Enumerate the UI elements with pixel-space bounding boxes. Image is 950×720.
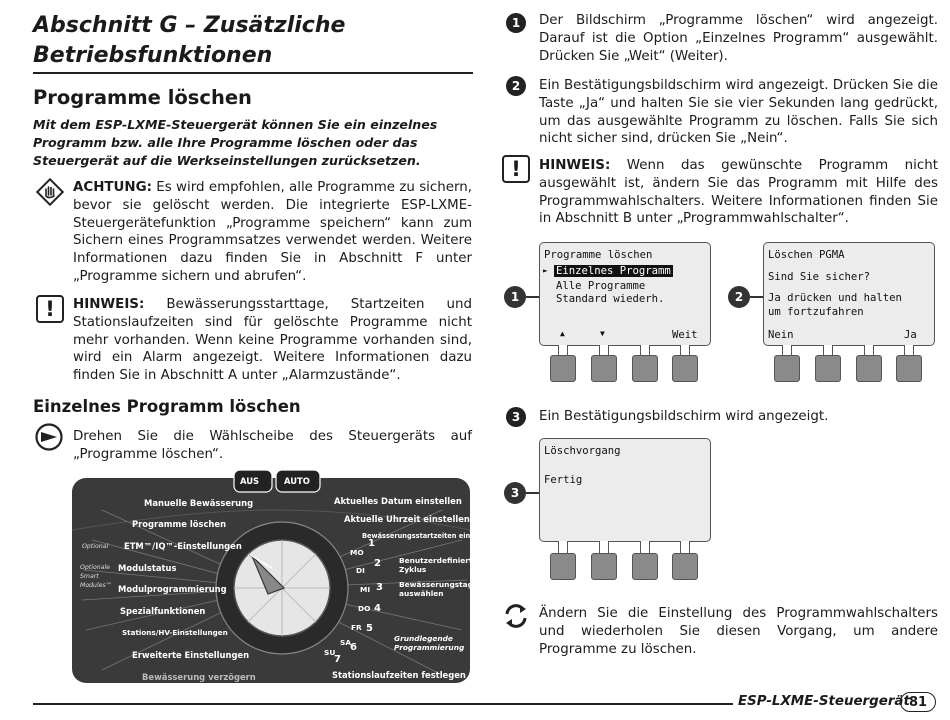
- callout-line: [750, 296, 764, 298]
- controller-dial-illustration: [72, 470, 496, 683]
- page-number: 81: [900, 692, 936, 712]
- lcd-softkey-weit: Weit: [672, 329, 698, 341]
- dial-left-item: Manuelle Bewässerung: [144, 498, 254, 508]
- repeat-text: Ändern Sie die Einstellung des Programmwahlschalters und wiederholen Sie diesen Vorgang, um andere Programme zu löschen.: [539, 606, 938, 657]
- lcd-screen-loeschen-pgma: [763, 242, 935, 346]
- button-stem: [558, 541, 568, 553]
- dial-aus-label: AUS: [240, 476, 260, 486]
- dial-auto-label: AUTO: [284, 476, 310, 486]
- dial-right-item: Aktuelles Datum einstellen: [334, 496, 462, 506]
- dial-day-num: 4: [374, 603, 381, 614]
- lcd-softkey-nein: Nein: [768, 329, 794, 341]
- button-stem: [599, 541, 609, 553]
- dial-right-item: Stationslaufzeiten festlegen: [332, 670, 466, 680]
- softkey-button-4[interactable]: [672, 355, 698, 382]
- play-arrow-icon: [35, 423, 63, 451]
- repeat-cycle-icon: [502, 602, 530, 630]
- caution-text: Es wird empfohlen, alle Programme zu sichern, bevor sie gelöscht werden. Die integrierte ESP-LXME-Steuergerätefunktion „Programme speichern“ kann zum Sichern eines Programmsatzes verwendet werden. Weitere Informationen dazu finden Sie in Abschnitt F unter „Programme sichern und abrufen“.: [73, 180, 472, 284]
- softkey-button-1[interactable]: [550, 553, 576, 580]
- dial-small-label: Modules™: [80, 582, 112, 589]
- dial-right-item: Benutzerdefinierter Zyklus: [399, 556, 482, 574]
- lcd-cursor-arrow: ►: [543, 266, 548, 275]
- dial-day-num: 6: [350, 642, 357, 653]
- dial-day: SA: [340, 638, 352, 647]
- dial-right-item: Grundlegende Programmierung: [394, 634, 465, 652]
- screen-callout-2: 2: [728, 286, 750, 308]
- footer-product: ESP-LXME-Steuergerät: [738, 694, 910, 709]
- dial-day: FR: [351, 623, 362, 632]
- dial-right-item: Bewässerungsstartzeiten einstellen: [362, 532, 496, 540]
- note-block: [73, 296, 472, 385]
- step-3-text: Ein Bestätigungsbildschirm wird angezeigt.: [539, 409, 829, 424]
- button-stem: [640, 541, 650, 553]
- right-note-label: HINWEIS:: [539, 158, 611, 173]
- subsection-heading: Einzelnes Programm löschen: [33, 397, 301, 416]
- dial-small-label: Smart: [80, 573, 99, 580]
- dial-left-item: Stations/HV-Einstellungen: [122, 628, 228, 637]
- note-label: HINWEIS:: [73, 297, 145, 312]
- dial-day-num: 1: [368, 538, 375, 549]
- dial-day: SU: [324, 648, 336, 657]
- softkey-button-2[interactable]: [815, 355, 841, 382]
- softkey-button-2[interactable]: [591, 553, 617, 580]
- caution-block: [73, 179, 472, 286]
- lcd-selected-option: Einzelnes Programm: [556, 265, 671, 277]
- softkey-button-1[interactable]: [550, 355, 576, 382]
- lcd-title: Programme löschen: [544, 249, 653, 261]
- dial-day-num: 3: [376, 582, 383, 593]
- footer-rule: [33, 703, 733, 705]
- title-rule: [33, 72, 473, 74]
- softkey-button-4[interactable]: [896, 355, 922, 382]
- dial-small-label: Optionale: [80, 564, 110, 571]
- softkey-button-4[interactable]: [672, 553, 698, 580]
- step-1-text: Der Bildschirm „Programme löschen“ wird angezeigt. Darauf ist die Option „Einzelnes Programm“ ausgewählt. Drücken Sie „Weit“ (Weiter).: [539, 13, 938, 64]
- lcd-line: Löschvorgang: [544, 445, 621, 457]
- softkey-button-2[interactable]: [591, 355, 617, 382]
- lcd-line: Ja drücken und halten: [768, 292, 902, 304]
- dial-right-item: Aktuelle Uhrzeit einstellen: [344, 514, 470, 524]
- note-exclamation-icon: !: [502, 155, 530, 183]
- lcd-softkey-down: ▼: [600, 329, 605, 338]
- section-intro: Mit dem ESP-LXME-Steuergerät können Sie ein einzelnes Programm bzw. alle Ihre Programme löschen oder das Steuergerät auf die Werkseinstellungen zurücksetzen.: [33, 117, 438, 168]
- softkey-button-3[interactable]: [856, 355, 882, 382]
- section-heading: Programme löschen: [33, 86, 252, 109]
- dial-day: DI: [356, 566, 365, 575]
- dial-left-item: ETM™/IQ™-Einstellungen: [124, 541, 242, 551]
- callout-line: [526, 296, 540, 298]
- softkey-button-3[interactable]: [632, 355, 658, 382]
- dial-left-item: Modulprogrammierung: [118, 584, 227, 594]
- page-title: Abschnitt G – Zusätzliche Betriebsfunktionen: [33, 13, 346, 68]
- button-stem: [680, 541, 690, 553]
- dial-day-num: 2: [374, 558, 381, 569]
- softkey-button-3[interactable]: [632, 553, 658, 580]
- dial-left-item: Bewässerung verzögern: [142, 672, 256, 682]
- softkey-button-1[interactable]: [774, 355, 800, 382]
- caution-hand-icon: [35, 177, 65, 207]
- lcd-title: Löschen PGMA: [768, 249, 845, 261]
- lcd-option: Standard wiederh.: [556, 293, 665, 305]
- note-text: Bewässerungsstarttage, Startzeiten und Stationslaufzeiten sind für gelöschte Programme nicht mehr vorhanden. Wenn keine Programme vorhanden sind, wird ein Alarm angezeigt. Weitere Informationen dazu finden Sie in Abschnitt A unter „Alarmzustände“.: [73, 297, 472, 384]
- step-number-badge: 2: [506, 76, 526, 96]
- right-note-block: [539, 157, 938, 228]
- lcd-softkey-ja: Ja: [904, 329, 917, 341]
- dial-small-label: Optional: [82, 543, 109, 550]
- screen-callout-1: 1: [504, 286, 526, 308]
- lcd-line: Sind Sie sicher?: [768, 271, 871, 283]
- lcd-screen-loeschvorgang: [539, 438, 711, 542]
- lcd-line: Fertig: [544, 474, 583, 486]
- callout-line: [526, 492, 540, 494]
- dial-left-item: Modulstatus: [118, 563, 177, 573]
- dial-step-text: Drehen Sie die Wählscheibe des Steuergeräts auf „Programme löschen“.: [73, 429, 472, 462]
- dial-left-item: Spezialfunktionen: [120, 606, 206, 616]
- step-number-badge: 1: [506, 13, 526, 33]
- dial-right-item: Bewässerungstage auswählen: [399, 580, 478, 598]
- dial-left-item: Programme löschen: [132, 519, 227, 529]
- lcd-line: um fortzufahren: [768, 306, 864, 318]
- dial-day-num: 5: [366, 623, 373, 634]
- dial-day: MO: [350, 548, 364, 557]
- dial-day-num: 7: [334, 654, 341, 665]
- lcd-screen-programme-loeschen: [539, 242, 711, 346]
- step-number-badge: 3: [506, 407, 526, 427]
- lcd-softkey-up: ▲: [560, 329, 565, 338]
- dial-day: MI: [360, 585, 371, 594]
- lcd-option: Alle Programme: [556, 280, 646, 292]
- note-exclamation-icon: !: [36, 295, 64, 323]
- dial-left-item: Erweiterte Einstellungen: [132, 650, 250, 660]
- right-note-text: Wenn das gewünschte Programm nicht ausgewählt ist, ändern Sie das Programm mit Hilfe des Programmwahlschalters. Weitere Informationen finden Sie in Abschnitt B unter „Programmwahlschalter“.: [539, 158, 938, 227]
- step-2-text: Ein Bestätigungsbildschirm wird angezeigt. Drücken Sie die Taste „Ja“ und halten Sie sie vier Sekunden lang gedrückt, um das ausgewählte Programm zu löschen. Falls Sie sich nicht sicher sind, drücken Sie „Nein“.: [539, 78, 938, 147]
- screen-callout-3: 3: [504, 482, 526, 504]
- caution-label: ACHTUNG:: [73, 180, 152, 195]
- dial-day: DO: [358, 604, 371, 613]
